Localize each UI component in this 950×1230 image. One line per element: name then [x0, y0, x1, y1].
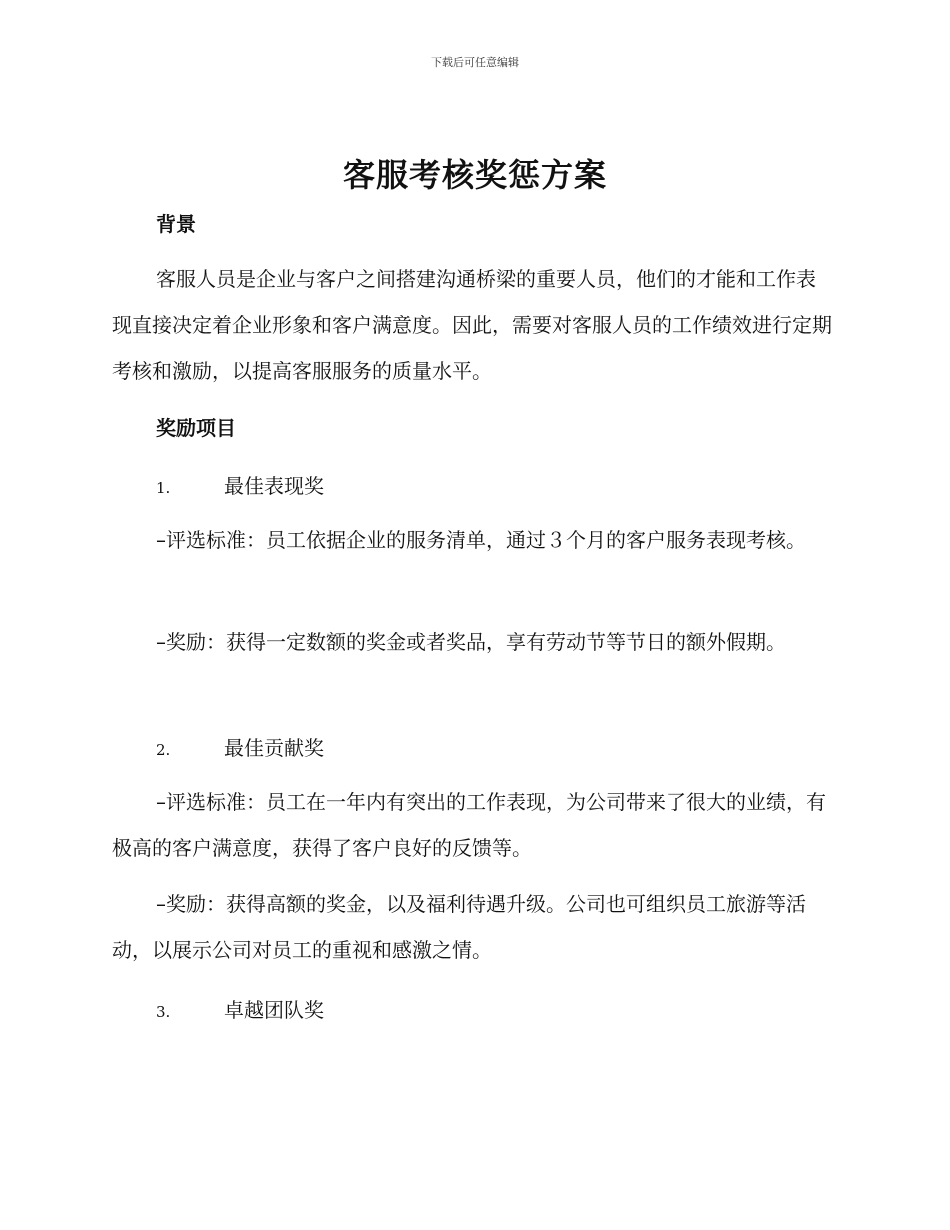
award-criteria: –评选标准：员工在一年内有突出的工作表现，为公司带来了很大的业绩，有极高的客户满意度，获得了客户良好的反馈等。 [112, 790, 826, 860]
award-number: 1. [156, 479, 171, 497]
award-name: 卓越团队奖 [224, 998, 324, 1022]
award-number: 2. [156, 741, 171, 759]
award-criteria: –评选标准：员工依据企业的服务清单，通过３个月的客户服务表现考核。 [156, 528, 806, 552]
document-title: 客服考核奖惩方案 [342, 156, 607, 194]
section-heading-awards: 奖励项目 [156, 416, 236, 440]
award-name: 最佳贡献奖 [224, 736, 324, 760]
award-item-1 [156, 470, 324, 499]
award-1-criteria-paragraph [112, 517, 832, 563]
award-2-criteria-paragraph [112, 779, 832, 871]
award-2-reward-paragraph [112, 881, 832, 973]
background-text: 客服人员是企业与客户之间搭建沟通桥梁的重要人员，他们的才能和工作表现直接决定着企业形象和客户满意度。因此，需要对客服人员的工作绩效进行定期考核和激励，以提高客服服务的质量水平。 [112, 267, 832, 383]
award-item-2 [156, 732, 324, 761]
page-header-note: 下载后可任意编辑 [431, 56, 519, 69]
section-heading-background: 背景 [156, 212, 196, 236]
award-reward: –奖励：获得高额的奖金，以及福利待遇升级。公司也可组织员工旅游等活动，以展示公司对员工的重视和感激之情。 [112, 892, 806, 962]
award-1-reward-paragraph [112, 619, 832, 665]
award-name: 最佳表现奖 [224, 474, 324, 498]
background-paragraph [112, 256, 832, 394]
award-reward: –奖励：获得一定数额的奖金或者奖品，享有劳动节等节日的额外假期。 [156, 630, 786, 654]
award-item-3 [156, 994, 324, 1023]
award-number: 3. [156, 1003, 171, 1021]
